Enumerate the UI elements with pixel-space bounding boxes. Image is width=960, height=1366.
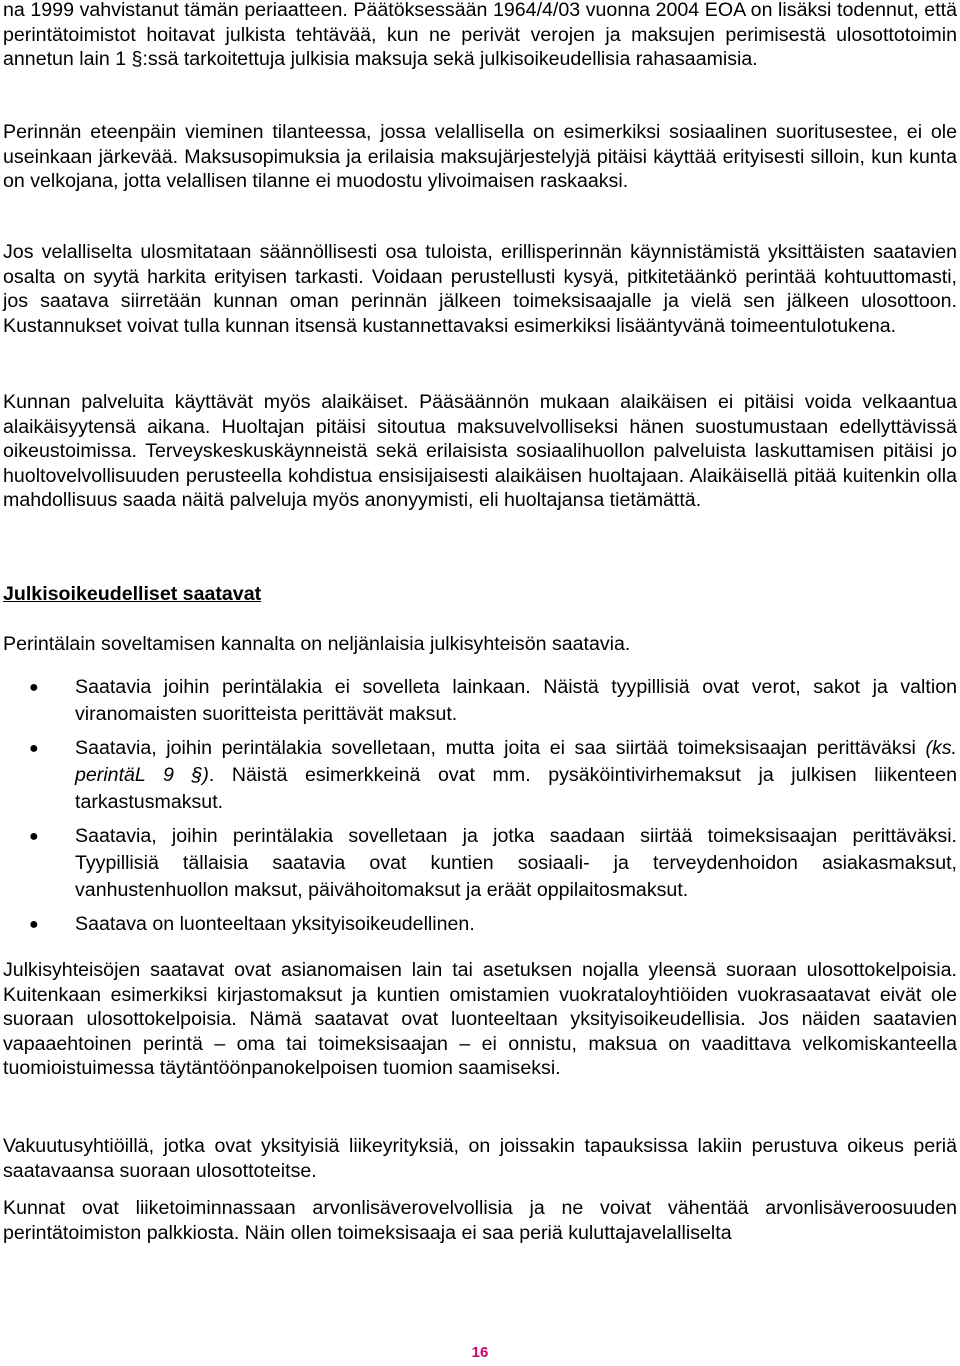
paragraph-public-receivables: Julkisyhteisöjen saatavat ovat asianomaisen lain tai asetuksen nojalla yleensä suoraan ulosottokelpoisia. Kuitenkaan esimerkiksi kirjastomaksut ja kuntien omistamien vuokrataloyhtiöiden vuokrasaatavat eivät ole suoraan ulosottokelpoisia. Nämä saatavat ovat luonteeltaan yksityisoikeudellisia. Jos näiden saatavien vapaaehtoinen perintä – oma tai toimeksisaajan – ei onnistu, maksua on vaadittava velkomiskanteella tuomioistuimessa täytäntöönpanokelpoisen tuomion saamiseksi. (3, 959, 957, 1080)
list-item-text: Saatava on luonteeltaan yksityisoikeudellinen. (75, 913, 475, 935)
list-item-text (75, 737, 957, 813)
paragraph-minors: Kunnan palveluita käyttävät myös alaikäiset. Pääsäännön mukaan alaikäisen ei pitäisi voida velkaantua alaikäisyytensä aikana. Huoltajan pitäisi sitoutua maksuvelvolliseksi hänen suostumustaan edellyttävissä oikeustoimissa. Terveyskeskuskäynneistä sekä erilaisista sosiaalihuollon palveluista laskuttamisen pitäisi jo huoltovelvollisuuden perusteella kohdistua ensisijaisesti alaikäisen huoltajaan. Alaikäisellä pitää kuitenkin olla mahdollisuus saada näitä palveluja myös anonyymisti, eli huoltajansa tietämättä. (3, 391, 957, 512)
paragraph-garnishment: Jos velalliselta ulosmitataan säännöllisesti osa tuloista, erillisperinnän käynnistämistä yksittäisten saatavien osalta on syytä harkita erityisen tarkasti. Voidaan perustellusti kysyä, pitkitetäänkö perintää kohtuuttomasti, jos saatava siirretään kunnan oman perinnän jälkeen toimeksisaajalle ja vielä sen jälkeen ulosottoon. Kustannukset voivat tulla kunnan itsensä kustannettavaksi esimerkiksi lisääntyvänä toimeentulotukena. (3, 241, 957, 337)
paragraph-vat: Kunnat ovat liiketoiminnassaan arvonlisäverovelvollisia ja ne voivat vähentää arvonlisäveroosuuden perintätoimiston palkkiosta. Näin ollen toimeksisaaja ei saa periä kuluttajavelalliselta (3, 1197, 957, 1244)
receivable-types-list (3, 674, 957, 945)
list-item-text-part: Saatavia, joihin perintälakia sovelletaan, mutta joita ei saa siirtää toimeksisaajan perittäväksi (75, 737, 926, 759)
section-intro: Perintälain soveltamisen kannalta on neljänlaisia julkisyhteisön saatavia. (3, 633, 631, 655)
bullet-icon: ● (29, 740, 39, 757)
page-number: 16 (471, 1344, 489, 1361)
list-item-text-part: . Näistä esimerkkeinä ovat mm. pysäköintivirhemaksut ja julkisen liikenteen tarkastusmaksut. (75, 764, 957, 813)
list-item (3, 735, 957, 816)
list-item (3, 674, 957, 728)
bullet-icon: ● (29, 916, 39, 933)
list-item-text: Saatavia, joihin perintälakia sovelletaan ja jotka saadaan siirtää toimeksisaajan perittäväksi. Tyypillisiä tällaisia saatavia ovat kuntien sosiaali- ja terveydenhoidon asiakasmaksut, vanhustenhuollon maksut, päivähoitomaksut ja eräät oppilaitosmaksut. (75, 825, 957, 901)
law-reference: (ks. perintäL 9 §) (75, 737, 957, 786)
section-heading: Julkisoikeudelliset saatavat (3, 583, 262, 605)
paragraph-insurance-companies: Vakuutusyhtiöillä, jotka ovat yksityisiä liikeyrityksiä, on joissakin tapauksissa lakiin perustuva oikeus periä saatavaansa suoraan ulosottoteitse. (3, 1135, 957, 1182)
bullet-icon: ● (29, 828, 39, 845)
bullet-icon: ● (29, 679, 39, 696)
list-item (3, 911, 957, 938)
list-item-text: Saatavia joihin perintälakia ei sovelleta lainkaan. Näistä tyypillisiä ovat verot, sakot ja valtion viranomaisten suoritteista perittävät maksut. (75, 676, 957, 725)
list-item (3, 823, 957, 904)
paragraph-collection-social-obstacle: Perinnän eteenpäin vieminen tilanteessa, jossa velallisella on esimerkiksi sosiaalinen suoritusestee, ei ole useinkaan järkevää. Maksusopimuksia ja erilaisia maksujärjestelyjä pitäisi käyttää erityisesti silloin, kun kunta on velkojana, jotta velallisen tilanne ei muodostu ylivoimaisen raskaaksi. (3, 121, 957, 193)
paragraph-eoa-decision: na 1999 vahvistanut tämän periaatteen. Päätöksessään 1964/4/03 vuonna 2004 EOA on lisäksi todennut, että perintätoimistot hoitavat julkista tehtävää, kun ne perivät verojen ja maksujen perimisestä ulosottotoimin annetun lain 1 §:ssä tarkoitettuja julkisia maksuja sekä julkisoikeudellisia rahasaamisia. (3, 0, 957, 71)
